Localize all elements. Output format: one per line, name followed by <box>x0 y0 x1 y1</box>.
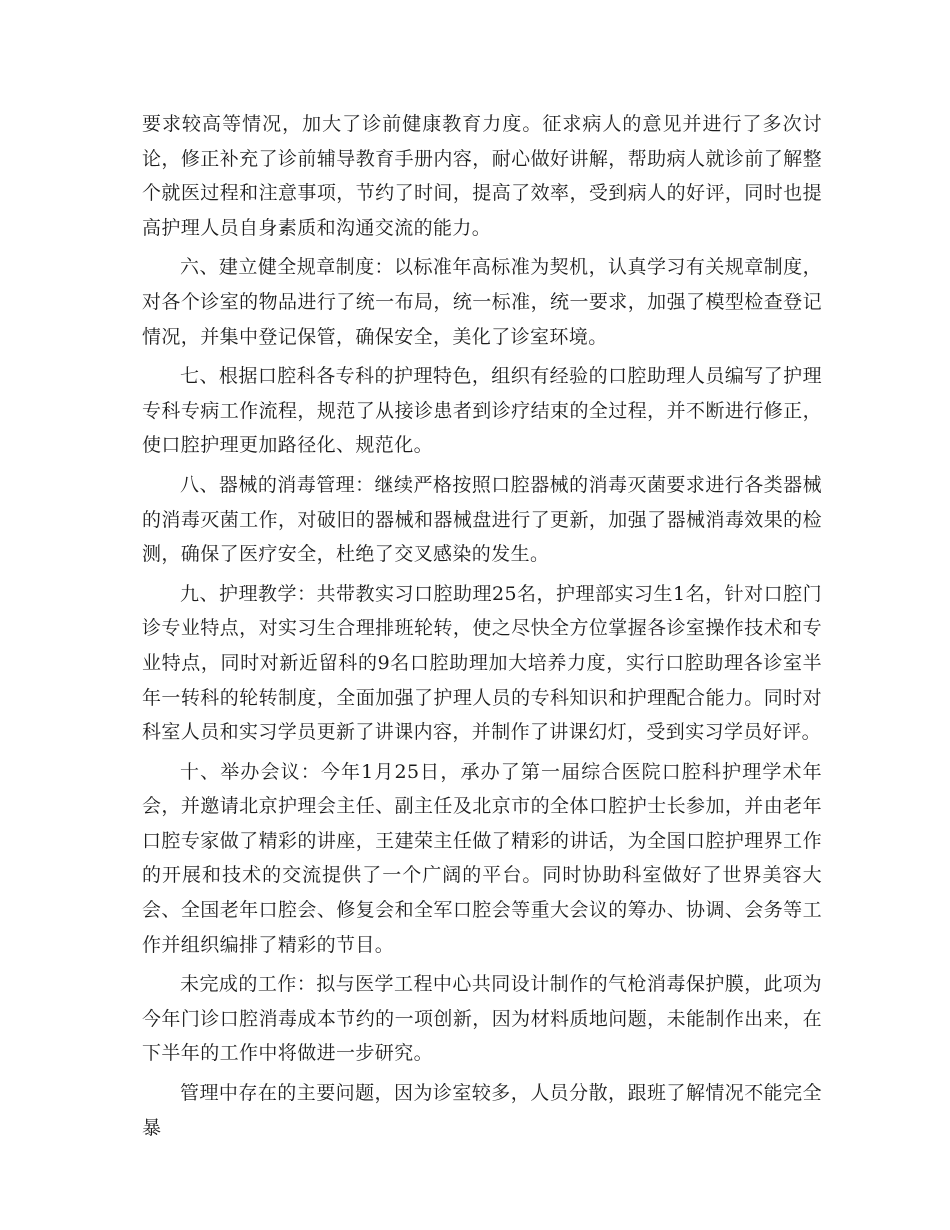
paragraph-conference: 十、举办会议：今年1月25日，承办了第一届综合医院口腔科护理学术年会，并邀请北京护理会主任、副主任及北京市的全体口腔护士长参加，并由老年口腔专家做了精彩的讲座，王建荣主任做了精彩的讲话，为全国口腔护理界工作的开展和技术的交流提供了一个广阔的平台。同时协助科室做好了世界美容大会、全国老年口腔会、修复会和全军口腔会等重大会议的筹办、协调、会务等工作并组织编排了精彩的节目。 <box>142 760 822 956</box>
paragraph-unfinished-work: 未完成的工作：拟与医学工程中心共同设计制作的气枪消毒保护膜，此项为今年门诊口腔消毒成本节约的一项创新，因为材料质地问题，未能制作出来，在下半年的工作中将做进一步研究。 <box>142 973 822 1065</box>
paragraph-nursing-teaching: 九、护理教学：共带教实习口腔助理25名，护理部实习生1名，针对口腔门诊专业特点，对实习生合理排班轮转，使之尽快全方位掌握各诊室操作技术和专业特点，同时对新近留科的9名口腔助理加大培养力度，实行口腔助理各诊室半年一转科的轮转制度，全面加强了护理人员的专科知识和护理配合能力。同时对科室人员和实习学员更新了讲课内容，并制作了讲课幻灯，受到实习学员好评。 <box>142 582 822 744</box>
paragraph-rules-system: 六、建立健全规章制度：以标准年高标准为契机，认真学习有关规章制度，对各个诊室的物品进行了统一布局，统一标准，统一要求，加强了模型检查登记情况，并集中登记保管，确保安全，美化了诊室环境。 <box>142 256 822 348</box>
paragraph-health-education: 要求较高等情况，加大了诊前健康教育力度。征求病人的意见并进行了多次讨论，修正补充了诊前辅导教育手册内容，耐心做好讲解，帮助病人就诊前了解整个就医过程和注意事项，节约了时间，提高了效率，受到病人的好评，同时也提高护理人员自身素质和沟通交流的能力。 <box>142 113 822 239</box>
paragraph-instrument-disinfection: 八、器械的消毒管理：继续严格按照口腔器械的消毒灭菌要求进行各类器械的消毒灭菌工作，对破旧的器械和器械盘进行了更新，加强了器械消毒效果的检测，确保了医疗安全，杜绝了交叉感染的发生。 <box>142 473 822 566</box>
paragraph-management-issues: 管理中存在的主要问题，因为诊室较多，人员分散，跟班了解情况不能完全暴 <box>142 1082 822 1139</box>
paragraph-specialty-workflow: 七、根据口腔科各专科的护理特色，组织有经验的口腔助理人员编写了护理专科专病工作流程，规范了从接诊患者到诊疗结束的全过程，并不断进行修正，使口腔护理更加路径化、规范化。 <box>142 365 822 457</box>
